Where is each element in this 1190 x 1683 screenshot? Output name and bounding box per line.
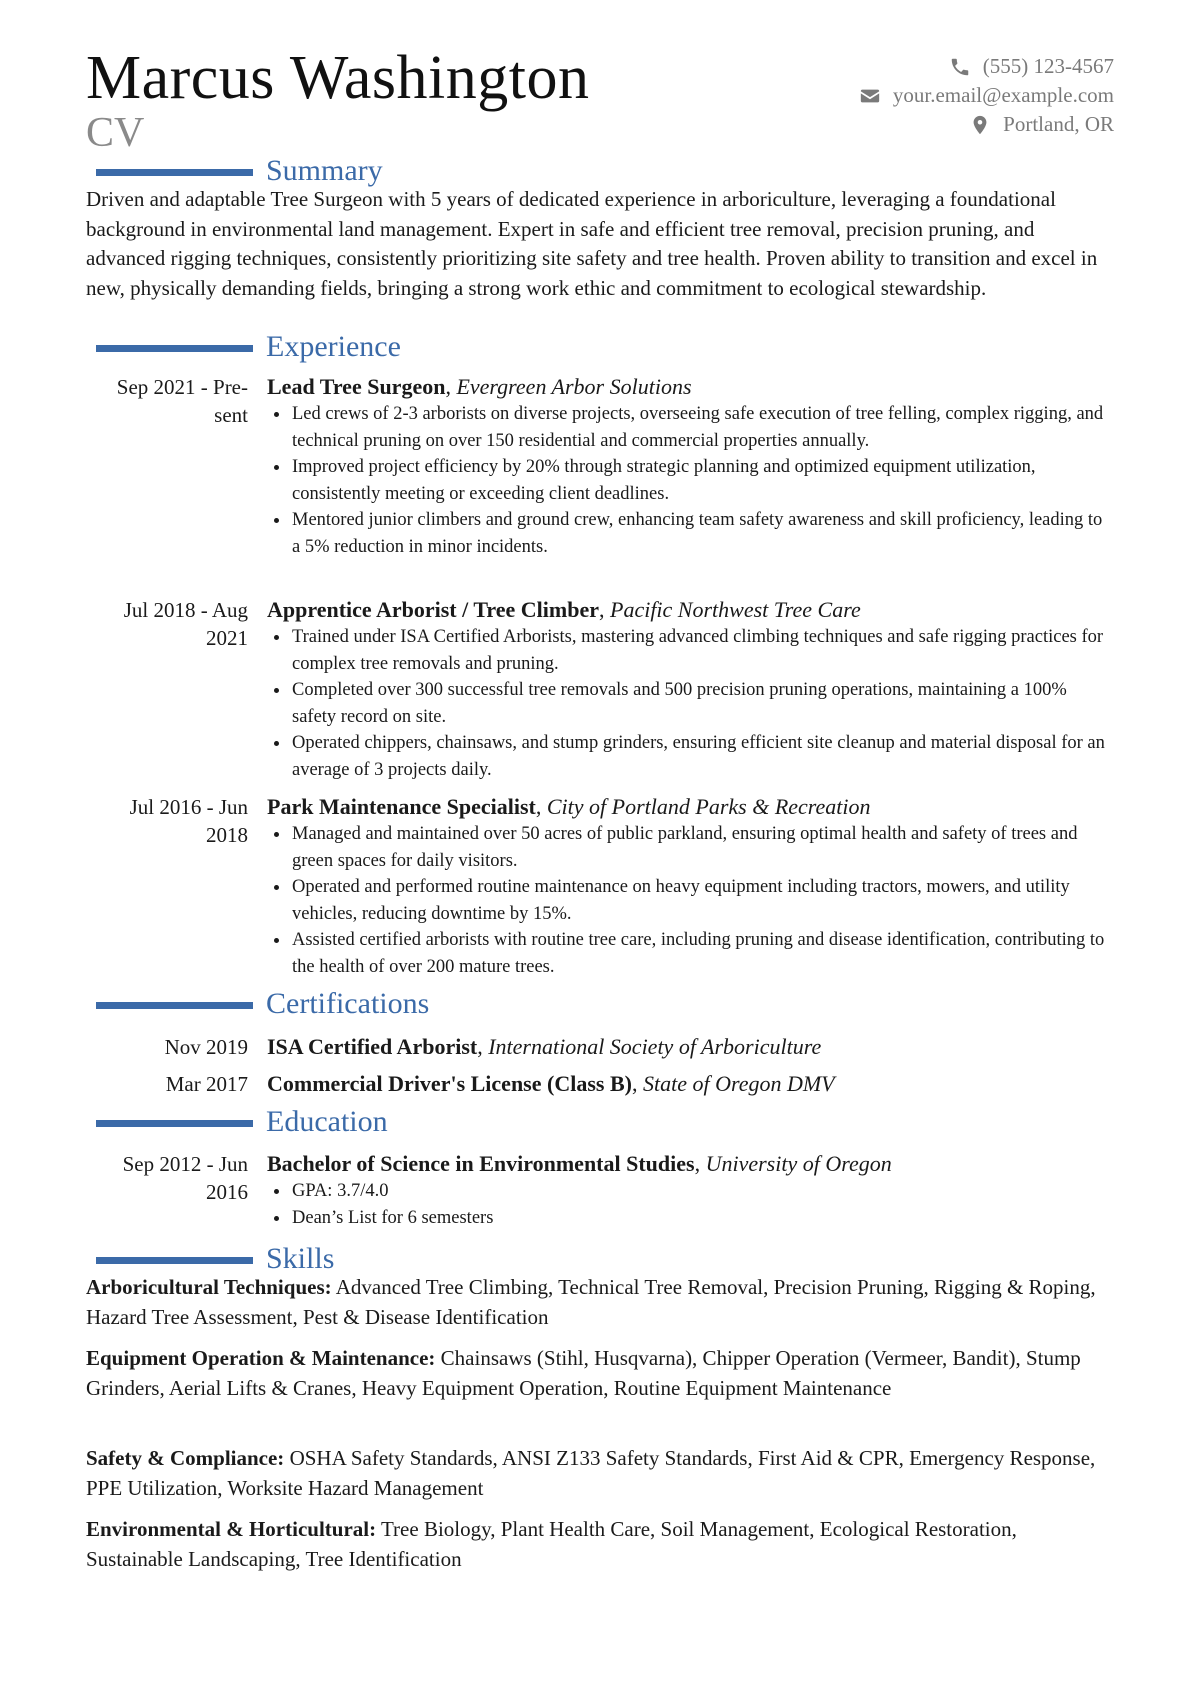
entry-body xyxy=(267,373,1107,560)
date-line: Sep 2012 - Jun xyxy=(122,1152,248,1176)
bullet-list xyxy=(267,401,1107,560)
section-accent-bar xyxy=(96,1257,253,1264)
date-line: 2018 xyxy=(206,823,248,847)
skill-group xyxy=(86,1273,1116,1332)
bullet-list xyxy=(267,821,1107,980)
entry-title: Park Maintenance Specialist, City of Portland Parks & Recreation xyxy=(267,794,871,819)
contact-email xyxy=(859,81,1114,110)
bullet-list xyxy=(267,1178,1107,1231)
employer: City of Portland Parks & Recreation xyxy=(546,794,871,819)
bullet-item: Dean’s List for 6 semesters xyxy=(267,1205,1107,1232)
email-address[interactable]: your.email@example.com xyxy=(892,83,1114,107)
summary-text: Driven and adaptable Tree Surgeon with 5 years of dedicated experience in arboriculture, leveraging a foundational background in environmental land management. Expert in safe and efficient tree removal, precision pruning, and advanced rigging techniques, consistently prioritizing site safety and tree health. Proven ability to transition and excel in new, physically demanding fields, bringing a strong work ethic and commitment to ecological stewardship. xyxy=(86,187,1098,300)
issuer: State of Oregon DMV xyxy=(642,1071,835,1096)
certification-name: Commercial Driver's License (Class B) xyxy=(267,1071,632,1096)
phone-icon xyxy=(949,56,971,78)
employer: Pacific Northwest Tree Care xyxy=(610,597,861,622)
document-subtitle: CV xyxy=(86,110,145,156)
candidate-name: Marcus Washington xyxy=(86,44,590,112)
bullet-item: Trained under ISA Certified Arborists, mastering advanced climbing techniques and safe rigging practices for complex tree removals and pruning. xyxy=(267,624,1107,677)
bullet-item: Operated and performed routine maintenance on heavy equipment including tractors, mowers, and utility vehicles, reducing downtime by 15%. xyxy=(267,874,1107,927)
skill-group-label: Safety & Compliance: xyxy=(86,1446,285,1470)
bullet-item: Improved project efficiency by 20% through strategic planning and optimized equipment utilization, consistently meeting or exceeding client deadlines. xyxy=(267,454,1107,507)
skill-group-text: OSHA Safety Standards, ANSI Z133 Safety Standards, First Aid & CPR, Emergency Response, PPE Utilization, Worksite Hazard Management xyxy=(86,1446,1096,1500)
section-title-education: Education xyxy=(266,1105,388,1138)
bullet-item: GPA: 3.7/4.0 xyxy=(267,1178,1107,1205)
entry-date xyxy=(86,793,248,849)
section-title-summary: Summary xyxy=(266,154,383,187)
skill-group-text: Chainsaws (Stihl, Husqvarna), Chipper Operation (Vermeer, Bandit), Stump Grinders, Aerial Lifts & Cranes, Heavy Equipment Operation, Routine Equipment Maintenance xyxy=(86,1346,1081,1400)
bullet-item: Assisted certified arborists with routine tree care, including pruning and disease identification, contributing to the health of over 200 mature trees. xyxy=(267,927,1107,980)
location-text: Portland, OR xyxy=(1003,112,1114,136)
entry-title: ISA Certified Arborist, International Society of Arboriculture xyxy=(267,1034,822,1059)
section-title-certifications: Certifications xyxy=(266,987,430,1020)
skill-group-label: Arboricultural Techniques: xyxy=(86,1275,332,1299)
job-title: Lead Tree Surgeon xyxy=(267,374,446,399)
entry-date xyxy=(86,373,248,429)
entry-body xyxy=(267,1033,1107,1061)
entry-title: Bachelor of Science in Environmental Studies, University of Oregon xyxy=(267,1151,892,1176)
phone-number: (555) 123-4567 xyxy=(982,54,1114,78)
map-pin-icon xyxy=(969,114,991,136)
certifications-section-header xyxy=(96,988,1096,1024)
entry-body xyxy=(267,1070,1107,1098)
education-section-header xyxy=(96,1106,1096,1142)
skill-group-text: Tree Biology, Plant Health Care, Soil Management, Ecological Restoration, Sustainable Landscaping, Tree Identification xyxy=(86,1517,1017,1571)
contact-phone xyxy=(859,52,1114,81)
bullet-item: Managed and maintained over 50 acres of public parkland, ensuring optimal health and safety of trees and green spaces for daily visitors. xyxy=(267,821,1107,874)
envelope-icon xyxy=(859,85,881,107)
experience-section-header xyxy=(96,331,1096,367)
entry-title: Commercial Driver's License (Class B), State of Oregon DMV xyxy=(267,1071,835,1096)
section-title-skills: Skills xyxy=(266,1242,335,1275)
bullet-list xyxy=(267,624,1107,783)
date-line: 2016 xyxy=(206,1180,248,1204)
institution: University of Oregon xyxy=(705,1151,892,1176)
entry-body xyxy=(267,1150,1107,1231)
bullet-item: Led crews of 2-3 arborists on diverse projects, overseeing safe execution of tree felling, complex rigging, and technical pruning on over 150 residential and commercial properties annually. xyxy=(267,401,1107,454)
skill-group-label: Environmental & Horticultural: xyxy=(86,1517,377,1541)
job-title: Apprentice Arborist / Tree Climber xyxy=(267,597,599,622)
entry-date: Nov 2019 xyxy=(164,1035,248,1059)
entry-date: Mar 2017 xyxy=(165,1072,248,1096)
date-line: sent xyxy=(214,403,248,427)
entry-date xyxy=(86,1150,248,1206)
date-line: Sep 2021 - Pre- xyxy=(116,375,248,399)
entry-title: Lead Tree Surgeon, Evergreen Arbor Solutions xyxy=(267,374,692,399)
date-line: Jul 2016 - Jun xyxy=(129,795,248,819)
contact-location xyxy=(859,110,1114,139)
section-accent-bar xyxy=(96,169,253,176)
skill-group xyxy=(86,1515,1116,1574)
section-accent-bar xyxy=(96,345,253,352)
issuer: International Society of Arboriculture xyxy=(488,1034,822,1059)
skill-group xyxy=(86,1344,1116,1403)
degree: Bachelor of Science in Environmental Studies xyxy=(267,1151,695,1176)
entry-body xyxy=(267,793,1107,980)
entry-date xyxy=(86,596,248,652)
entry-title: Apprentice Arborist / Tree Climber, Pacific Northwest Tree Care xyxy=(267,597,861,622)
bullet-item: Operated chippers, chainsaws, and stump grinders, ensuring efficient site cleanup and material disposal for an average of 3 projects daily. xyxy=(267,730,1107,783)
employer: Evergreen Arbor Solutions xyxy=(456,374,692,399)
job-title: Park Maintenance Specialist xyxy=(267,794,536,819)
skill-group-label: Equipment Operation & Maintenance: xyxy=(86,1346,436,1370)
date-line: Jul 2018 - Aug xyxy=(123,598,248,622)
section-accent-bar xyxy=(96,1120,253,1127)
section-accent-bar xyxy=(96,1002,253,1009)
certification-name: ISA Certified Arborist xyxy=(267,1034,478,1059)
bullet-item: Mentored junior climbers and ground crew, enhancing team safety awareness and skill proficiency, leading to a 5% reduction in minor incidents. xyxy=(267,507,1107,560)
entry-body xyxy=(267,596,1107,783)
date-line: 2021 xyxy=(206,626,248,650)
contact-block xyxy=(859,52,1114,139)
bullet-item: Completed over 300 successful tree removals and 500 precision pruning operations, maintaining a 100% safety record on site. xyxy=(267,677,1107,730)
section-title-experience: Experience xyxy=(266,330,401,363)
skill-group xyxy=(86,1444,1116,1503)
skill-group-text: Advanced Tree Climbing, Technical Tree Removal, Precision Pruning, Rigging & Roping, Hazard Tree Assessment, Pest & Disease Identification xyxy=(86,1275,1096,1329)
